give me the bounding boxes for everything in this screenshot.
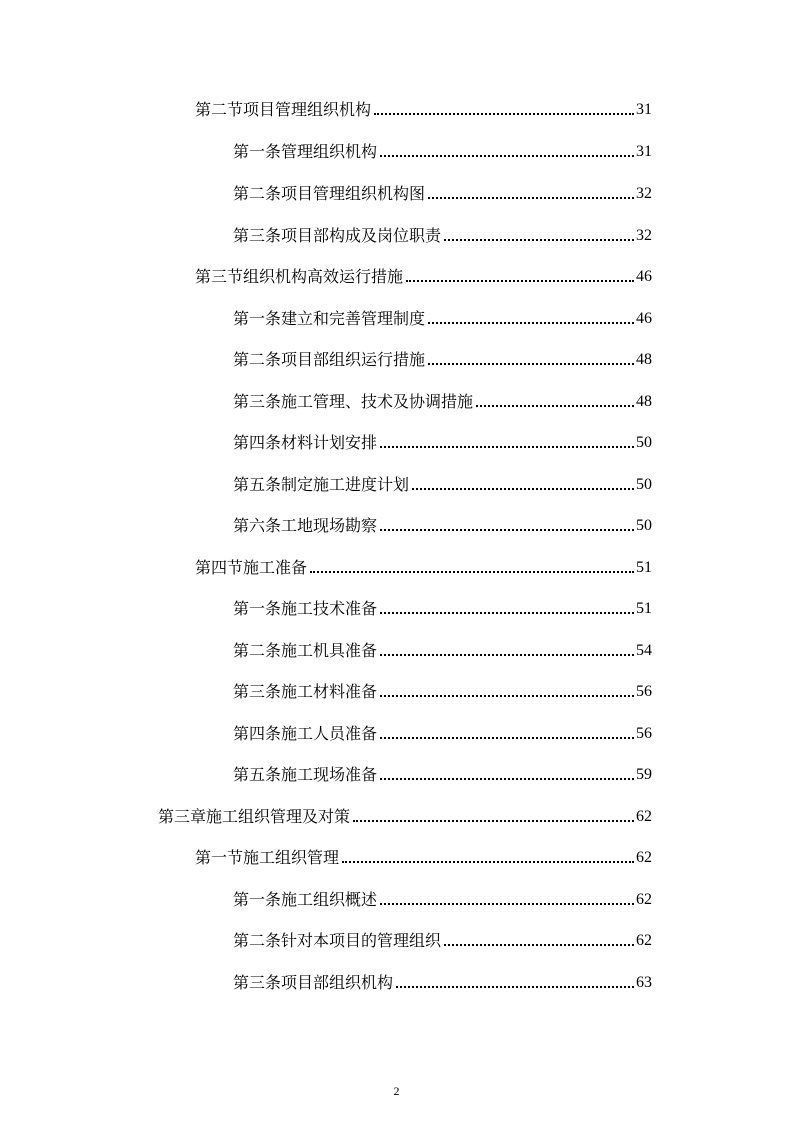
toc-entry[interactable] — [233, 346, 652, 370]
toc-entry-title: 第二条针对本项目的管理组织 — [233, 931, 442, 950]
toc-entry-page: 54 — [636, 642, 652, 659]
toc-entry[interactable] — [233, 678, 652, 702]
dot-leader — [412, 488, 634, 490]
toc-entry-title: 第六条工地现场勘察 — [233, 516, 378, 535]
dot-leader — [380, 612, 634, 614]
toc-entry-page: 63 — [636, 974, 652, 991]
toc-entry[interactable] — [233, 471, 652, 495]
dot-leader — [380, 778, 634, 780]
toc-entry-title: 第三章施工组织管理及对策 — [158, 807, 351, 826]
dot-leader — [444, 239, 634, 241]
toc-entry-page: 51 — [636, 559, 652, 576]
toc-entry-page: 32 — [636, 227, 652, 244]
toc-entry-title: 第三条项目部构成及岗位职责 — [233, 226, 442, 245]
dot-leader — [380, 695, 634, 697]
toc-entry[interactable] — [233, 429, 652, 453]
toc-entry[interactable] — [195, 96, 652, 120]
toc-entry-title: 第五条制定施工进度计划 — [233, 475, 410, 494]
toc-entry-page: 32 — [636, 185, 652, 202]
toc-entry-page: 62 — [636, 808, 652, 825]
toc-entry-title: 第三条项目部组织机构 — [233, 973, 394, 992]
toc-entry[interactable] — [195, 844, 652, 868]
toc-entry[interactable] — [233, 761, 652, 785]
toc-entry[interactable] — [233, 180, 652, 204]
toc-entry-title: 第二条施工机具准备 — [233, 641, 378, 660]
dot-leader — [380, 654, 634, 656]
toc-entry-title: 第五条施工现场准备 — [233, 765, 378, 784]
dot-leader — [374, 113, 634, 115]
dot-leader — [428, 322, 634, 324]
toc-entry[interactable] — [158, 803, 652, 827]
toc-entry[interactable] — [233, 138, 652, 162]
dot-leader — [396, 986, 634, 988]
page-number: 2 — [393, 1084, 400, 1098]
toc-entry-page: 50 — [636, 434, 652, 451]
dot-leader — [476, 405, 634, 407]
toc-entry-title: 第四条施工人员准备 — [233, 724, 378, 743]
toc-entry[interactable] — [233, 637, 652, 661]
toc-entry[interactable] — [233, 388, 652, 412]
toc-entry-page: 62 — [636, 932, 652, 949]
toc-entry[interactable] — [195, 554, 652, 578]
toc-entry-page: 31 — [636, 101, 652, 118]
toc-entry-page: 46 — [636, 268, 652, 285]
toc-entry[interactable] — [233, 720, 652, 744]
toc-entry-title: 第三条施工材料准备 — [233, 682, 378, 701]
toc-entry-title: 第一条管理组织机构 — [233, 142, 378, 161]
dot-leader — [380, 903, 634, 905]
toc-entry-title: 第二节项目管理组织机构 — [195, 100, 372, 119]
toc-entry[interactable] — [195, 263, 652, 287]
toc-entry-title: 第三节组织机构高效运行措施 — [195, 267, 404, 286]
toc-entry[interactable] — [233, 886, 652, 910]
toc-entry-page: 48 — [636, 393, 652, 410]
dot-leader — [380, 446, 634, 448]
toc-entry-title: 第一条施工技术准备 — [233, 599, 378, 618]
toc-entry-page: 56 — [636, 683, 652, 700]
dot-leader — [428, 197, 634, 199]
dot-leader — [310, 571, 634, 573]
dot-leader — [380, 529, 634, 531]
toc-entry[interactable] — [233, 595, 652, 619]
dot-leader — [353, 820, 634, 822]
toc-entry-page: 62 — [636, 891, 652, 908]
toc-entry[interactable] — [233, 512, 652, 536]
toc-entry-title: 第二条项目部组织运行措施 — [233, 350, 426, 369]
toc-entry-page: 31 — [636, 143, 652, 160]
toc-entry[interactable] — [233, 222, 652, 246]
toc-entry-title: 第二条项目管理组织机构图 — [233, 184, 426, 203]
dot-leader — [342, 861, 634, 863]
toc-entry-page: 62 — [636, 849, 652, 866]
toc-entry-page: 48 — [636, 351, 652, 368]
toc-entry-title: 第三条施工管理、技术及协调措施 — [233, 392, 474, 411]
toc-entry-title: 第一条建立和完善管理制度 — [233, 309, 426, 328]
toc-entry[interactable] — [233, 927, 652, 951]
toc-entry-page: 51 — [636, 600, 652, 617]
toc-entry-page: 56 — [636, 725, 652, 742]
toc-entry-title: 第四节施工准备 — [195, 558, 308, 577]
toc-entry-page: 46 — [636, 310, 652, 327]
dot-leader — [380, 737, 634, 739]
dot-leader — [444, 944, 634, 946]
dot-leader — [428, 363, 634, 365]
toc-entry-page: 50 — [636, 517, 652, 534]
toc-entry[interactable] — [233, 969, 652, 993]
toc-entry-title: 第四条材料计划安排 — [233, 433, 378, 452]
toc-entry-title: 第一条施工组织概述 — [233, 890, 378, 909]
toc-entry-page: 50 — [636, 476, 652, 493]
dot-leader — [406, 280, 634, 282]
toc-entry-page: 59 — [636, 766, 652, 783]
toc-entry[interactable] — [233, 305, 652, 329]
toc-entry-title: 第一节施工组织管理 — [195, 848, 340, 867]
dot-leader — [380, 155, 634, 157]
